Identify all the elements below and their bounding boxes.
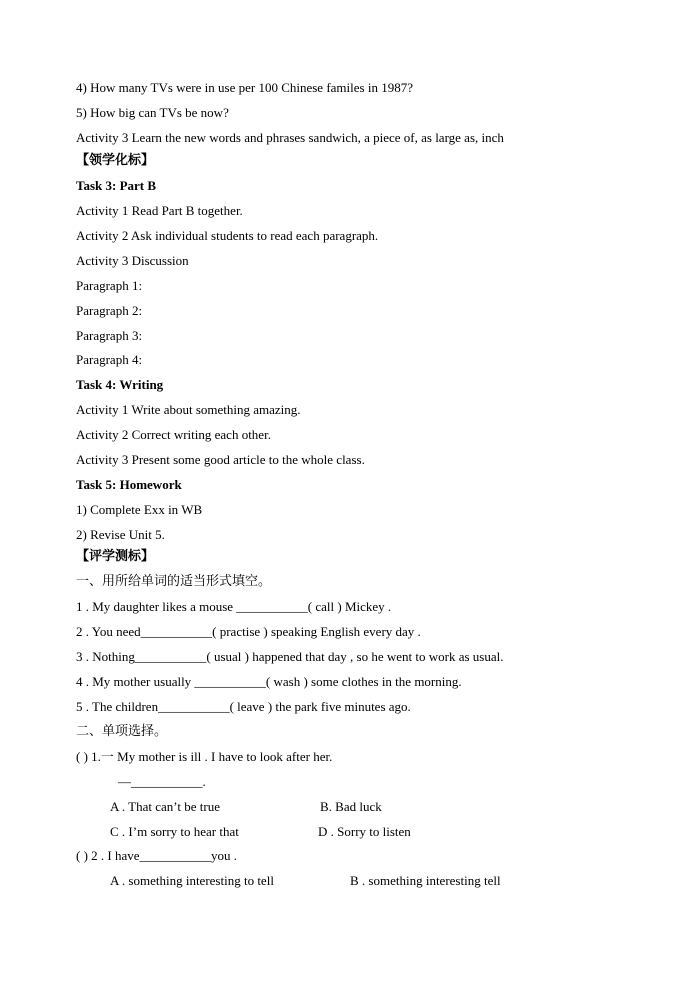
part-1-instructions: 一、用所给单词的适当形式填空。 — [76, 574, 272, 589]
task-4-heading: Task 4: Writing — [76, 377, 164, 392]
paragraph-4-label: Paragraph 4: — [76, 352, 143, 367]
fill-blank-2: 2 . You need___________( practise ) speaking English every day . — [76, 624, 421, 639]
question-4: 4) How many TVs were in use per 100 Chinese familes in 1987? — [76, 80, 413, 95]
task-4-activity-2: Activity 2 Correct writing each other. — [76, 427, 271, 442]
fill-blank-1: 1 . My daughter likes a mouse ___________( call ) Mickey . — [76, 599, 392, 614]
option-2-a: A . something interesting to tell — [110, 873, 274, 888]
fill-blank-4: 4 . My mother usually ___________( wash ) some clothes in the morning. — [76, 674, 462, 689]
option-1-b: B. Bad luck — [320, 799, 382, 814]
option-1-c: C . I’m sorry to hear that — [110, 824, 239, 839]
question-5: 5) How big can TVs be now? — [76, 105, 229, 120]
paragraph-3-label: Paragraph 3: — [76, 328, 143, 343]
fill-blank-3: 3 . Nothing___________( usual ) happened that day , so he went to work as usual. — [76, 649, 504, 664]
option-1-d: D . Sorry to listen — [318, 824, 411, 839]
option-1-a: A . That can’t be true — [110, 799, 220, 814]
homework-item-1: 1) Complete Exx in WB — [76, 502, 203, 517]
paragraph-2-label: Paragraph 2: — [76, 303, 143, 318]
multiple-choice-2: ( ) 2 . I have___________you . — [76, 848, 238, 863]
fill-blank-5: 5 . The children___________( leave ) the park five minutes ago. — [76, 699, 411, 714]
homework-item-2: 2) Revise Unit 5. — [76, 527, 165, 542]
section-heading-lead: 【领学化标】 — [76, 153, 155, 168]
task-3-activity-3: Activity 3 Discussion — [76, 253, 189, 268]
activity-3-vocabulary: Activity 3 Learn the new words and phrases sandwich, a piece of, as large as, inch — [76, 130, 504, 145]
task-3-activity-1: Activity 1 Read Part B together. — [76, 203, 243, 218]
task-5-heading: Task 5: Homework — [76, 477, 182, 492]
section-heading-evaluation: 【评学测标】 — [76, 549, 155, 564]
multiple-choice-1-response-blank: —___________. — [118, 774, 206, 789]
task-4-activity-1: Activity 1 Write about something amazing. — [76, 402, 301, 417]
task-4-activity-3: Activity 3 Present some good article to the whole class. — [76, 452, 365, 467]
part-2-instructions: 二、单项选择。 — [76, 724, 168, 739]
option-2-b: B . something interesting tell — [350, 873, 501, 888]
task-3-heading: Task 3: Part B — [76, 178, 157, 193]
task-3-activity-2: Activity 2 Ask individual students to read each paragraph. — [76, 228, 379, 243]
paragraph-1-label: Paragraph 1: — [76, 278, 143, 293]
multiple-choice-1: ( ) 1.一 My mother is ill . I have to look after her. — [76, 749, 333, 764]
